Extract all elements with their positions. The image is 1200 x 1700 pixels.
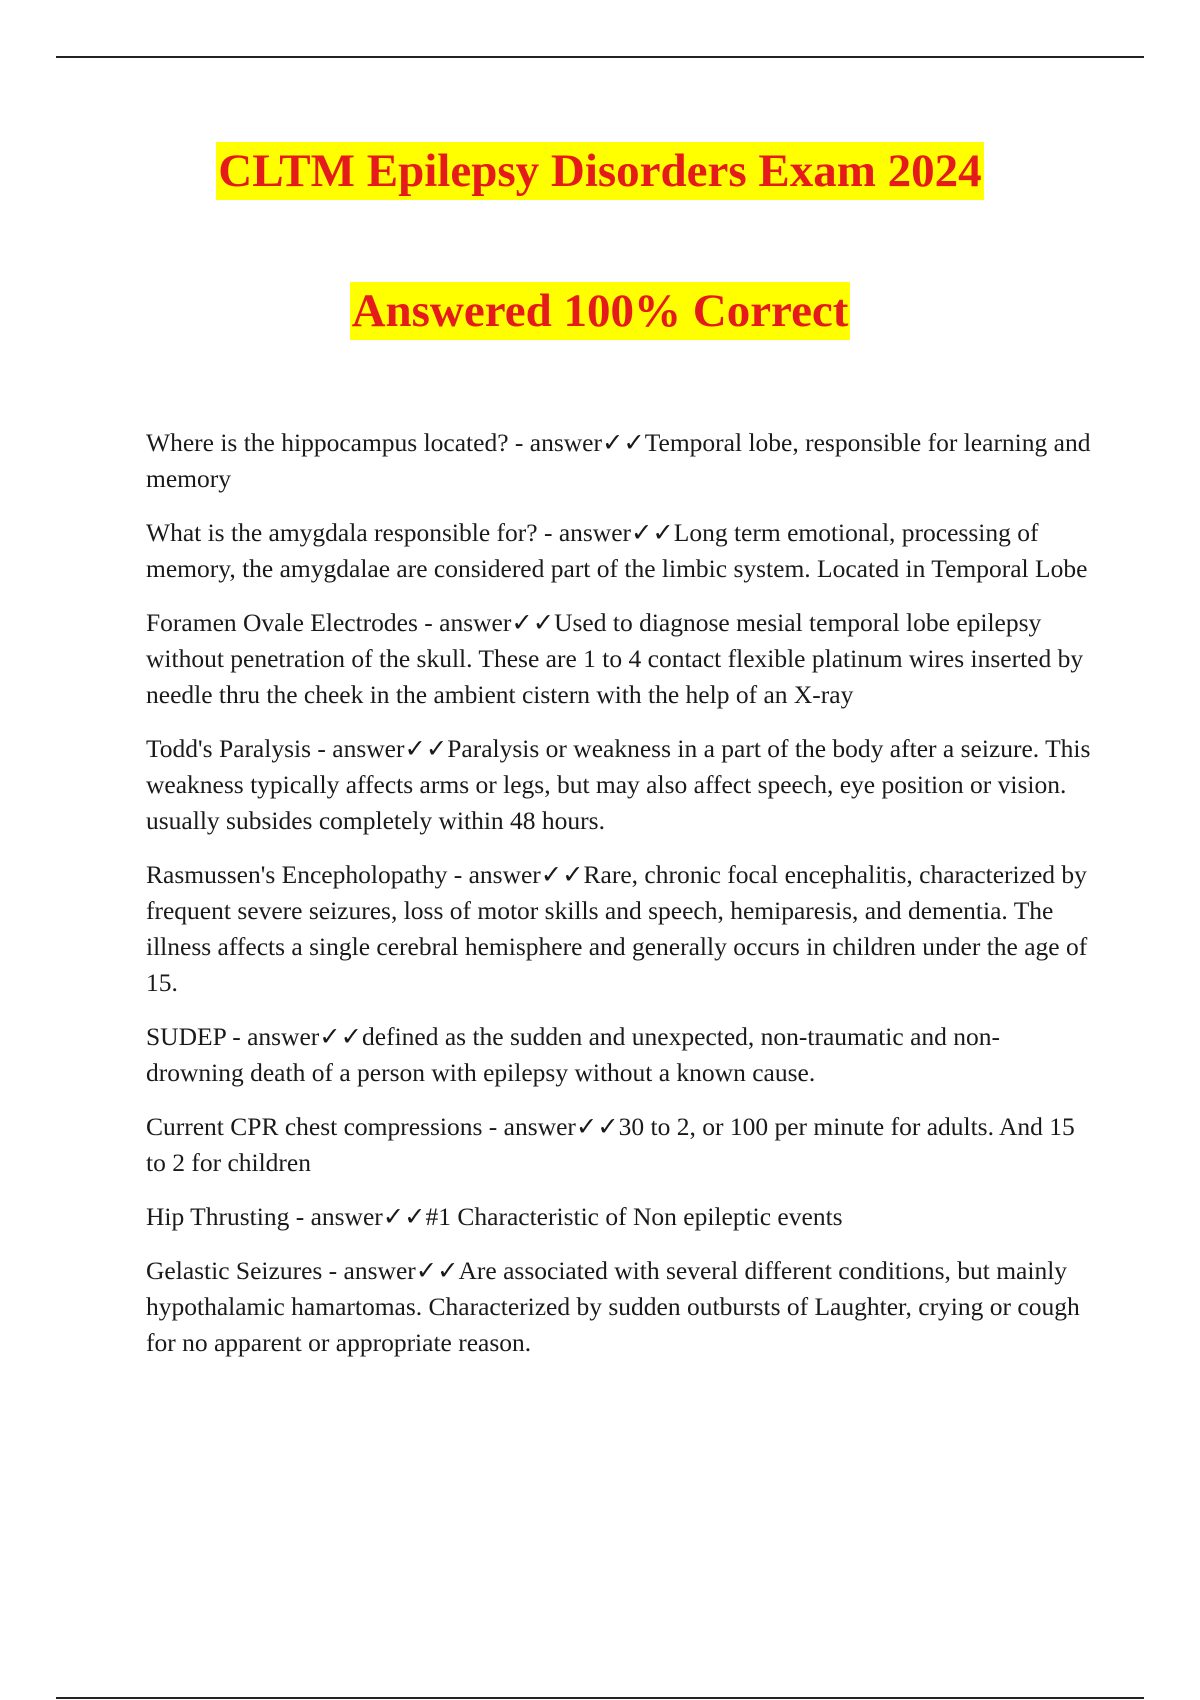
qa-item: Todd's Paralysis - answer✓✓Paralysis or weakness in a part of the body after a seizure. This weakness typically affects arms or legs, but may also affect speech, eye position or vision. usually subsides completely within 48 hours. <box>146 734 1091 835</box>
top-divider <box>56 56 1144 58</box>
qa-item: Foramen Ovale Electrodes - answer✓✓Used to diagnose mesial temporal lobe epilepsy without penetration of the skull. These are 1 to 4 contact flexible platinum wires inserted by needle thru the cheek in the ambient cistern with the help of an X-ray <box>146 608 1084 709</box>
qa-item: Rasmussen's Encepholopathy - answer✓✓Rare, chronic focal encephalitis, characterized by frequent severe seizures, loss of motor skills and speech, hemiparesis, and dementia. The illness affects a single cerebral hemisphere and generally occurs in children under the age of 15. <box>146 860 1088 997</box>
qa-item: Hip Thrusting - answer✓✓#1 Characteristic of Non epileptic events <box>146 1202 843 1231</box>
qa-item: What is the amygdala responsible for? - answer✓✓Long term emotional, processing of memory, the amygdalae are considered part of the limbic system. Located in Temporal Lobe <box>146 518 1088 583</box>
title-line-1-wrap <box>0 142 1200 200</box>
qa-item: Gelastic Seizures - answer✓✓Are associated with several different conditions, but mainly hypothalamic hamartomas. Characterized by sudden outbursts of Laughter, crying or cough for no apparent or appropriate reason. <box>146 1256 1080 1357</box>
qa-item: Where is the hippocampus located? - answer✓✓Temporal lobe, responsible for learning and memory <box>146 428 1091 493</box>
bottom-divider <box>56 1697 1144 1699</box>
qa-item: SUDEP - answer✓✓defined as the sudden and unexpected, non-traumatic and non-drowning death of a person with epilepsy without a known cause. <box>146 1022 1001 1087</box>
title-line-2-wrap <box>0 282 1200 340</box>
document-subtitle: Answered 100% Correct <box>350 282 851 340</box>
qa-item: Current CPR chest compressions - answer✓✓30 to 2, or 100 per minute for adults. And 15 to 2 for children <box>146 1112 1075 1177</box>
qa-list <box>146 425 1096 1379</box>
document-title: CLTM Epilepsy Disorders Exam 2024 <box>216 142 983 200</box>
